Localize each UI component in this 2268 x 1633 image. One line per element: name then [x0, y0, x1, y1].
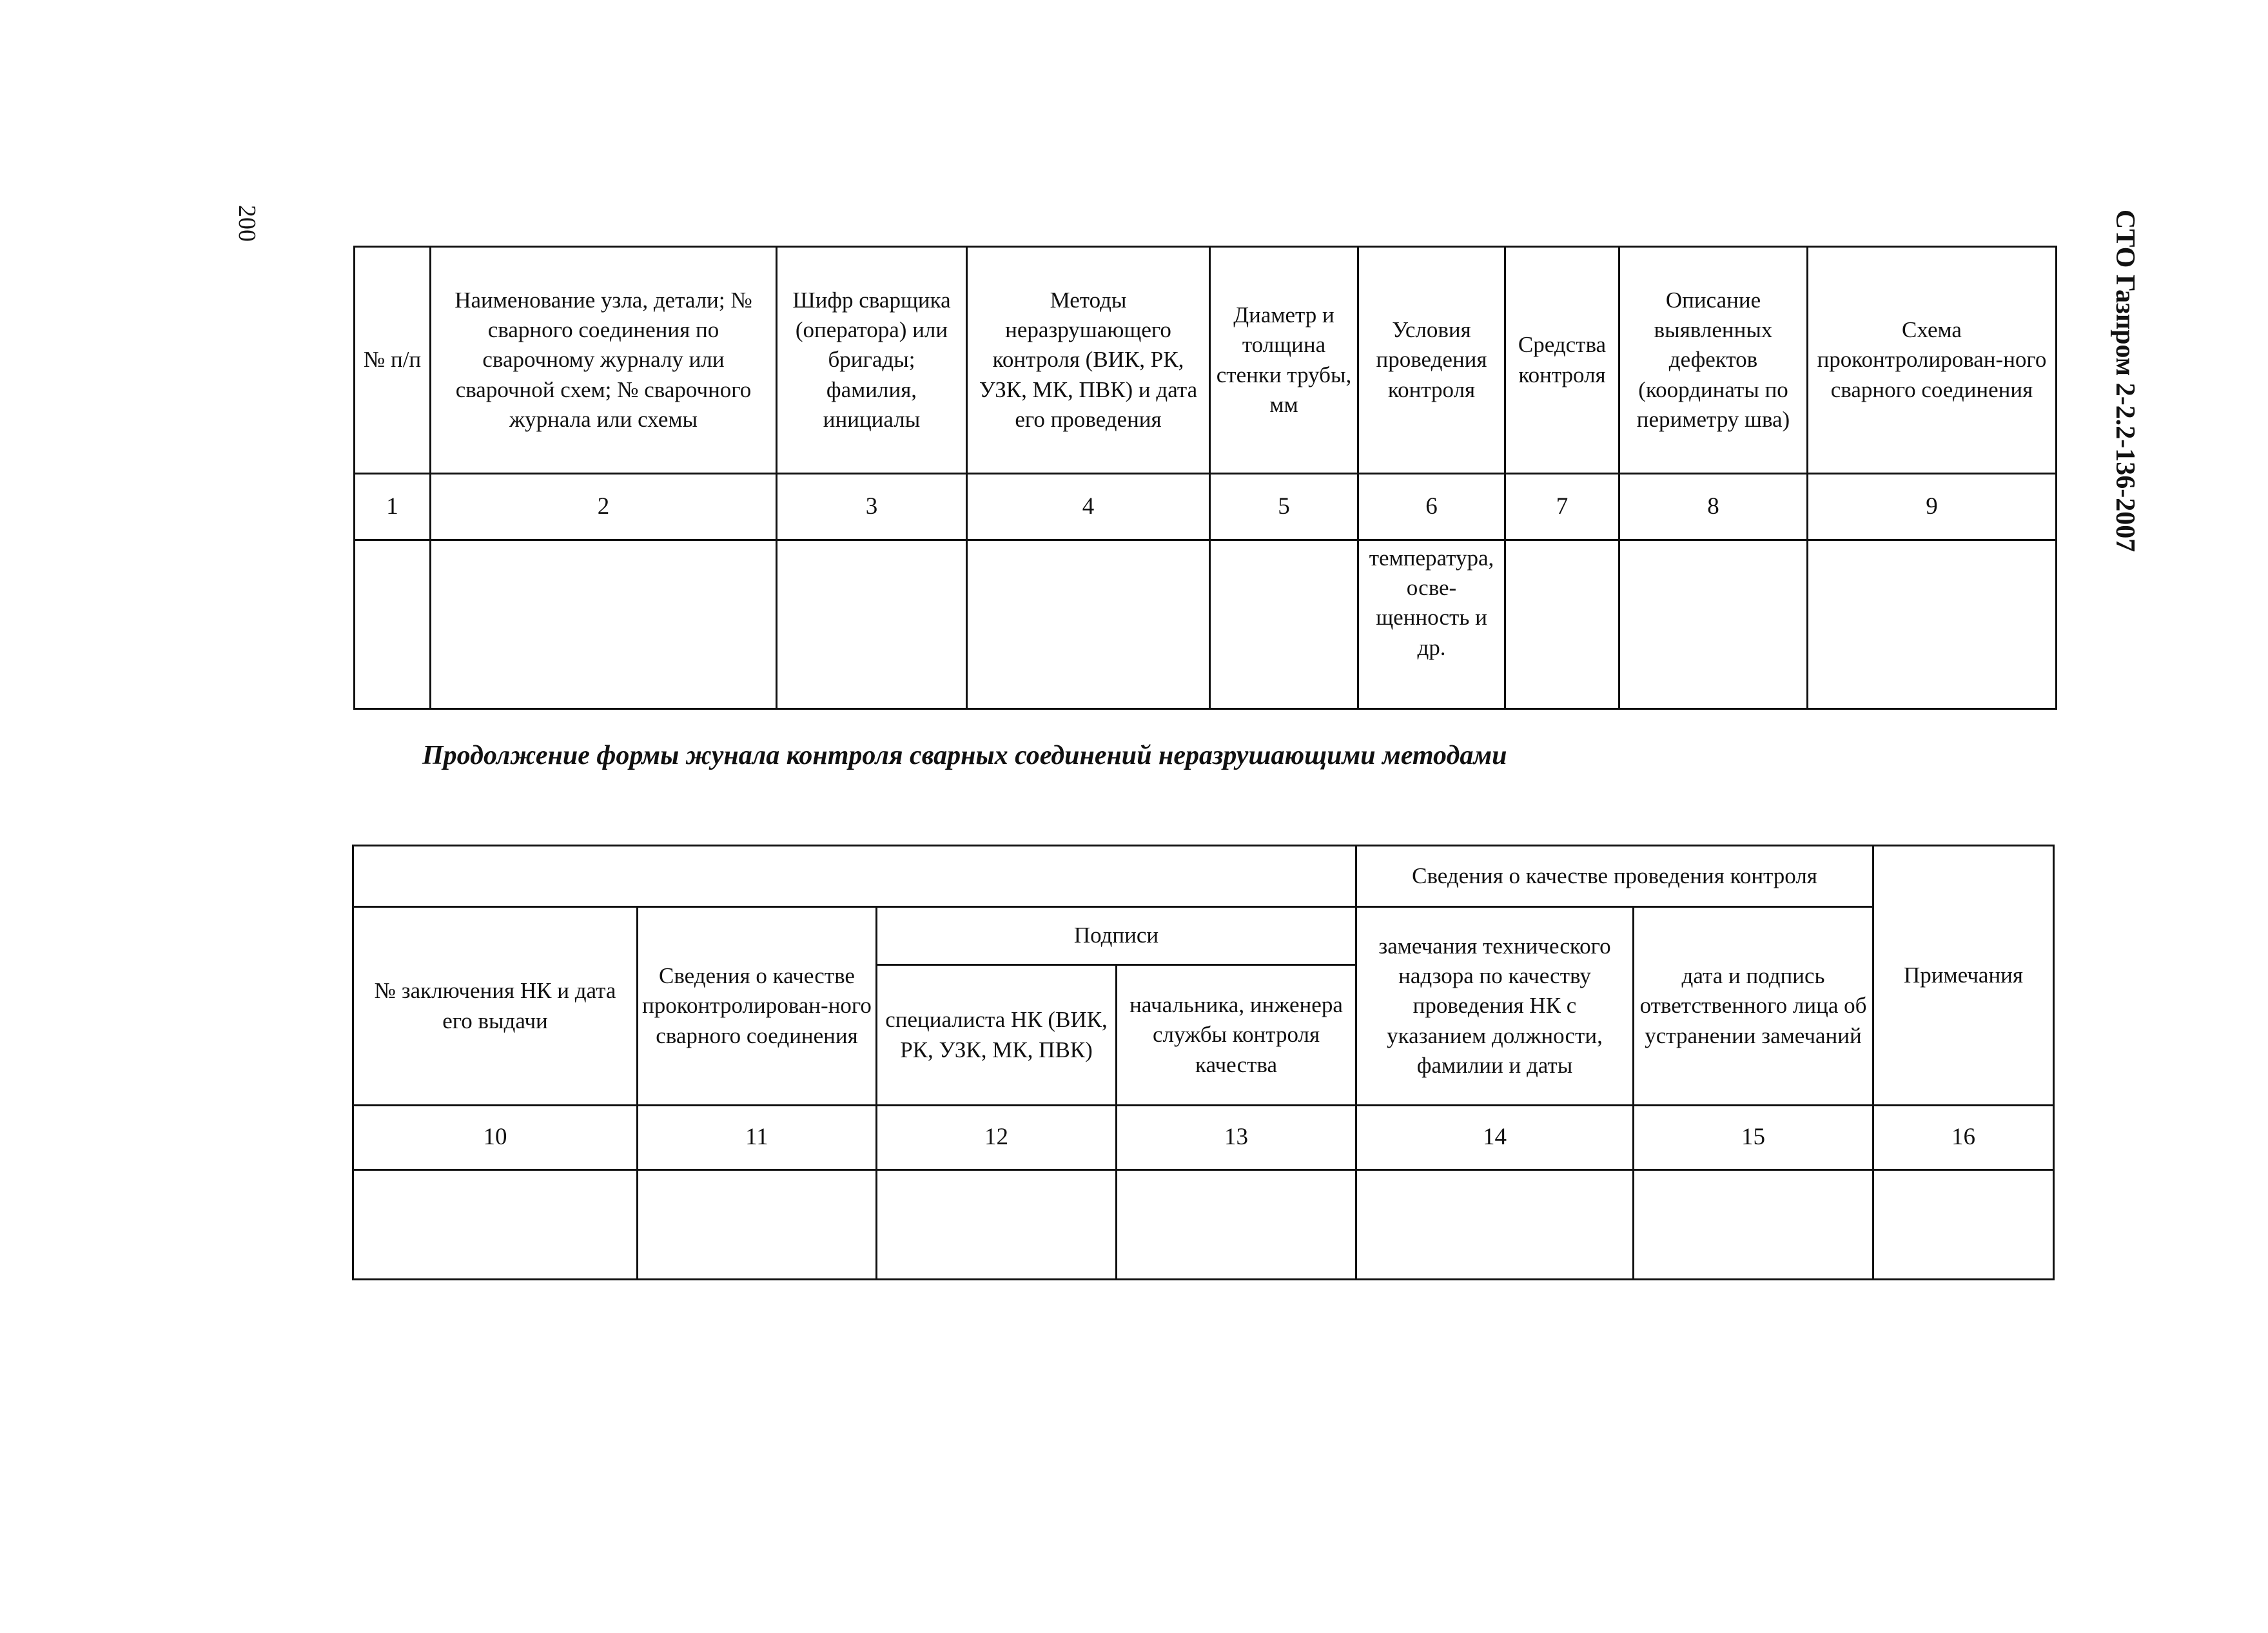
empty-cell	[638, 1170, 877, 1280]
empty-cell	[1619, 540, 1808, 709]
column-number-row	[355, 474, 2057, 540]
empty-cell	[1505, 540, 1619, 709]
notes-header: Примечания	[1873, 846, 2054, 1106]
header-cell: начальника, инженера службы контроля качества	[1117, 965, 1356, 1106]
header-cell: Средства контроля	[1505, 247, 1619, 474]
empty-cell	[967, 540, 1210, 709]
form-continuation-caption: Продолжение формы жунала контроля сварных соединений неразрушающими методами	[422, 741, 1507, 770]
empty-cell	[1808, 540, 2057, 709]
column-number: 10	[353, 1106, 638, 1170]
quality-group-header: Сведения о качестве проведения контроля	[1356, 846, 1873, 907]
column-number: 8	[1619, 474, 1808, 540]
header-cell: специалиста НК (ВИК, РК, УЗК, МК, ПВК)	[877, 965, 1117, 1106]
empty-cell	[1356, 1170, 1634, 1280]
empty-cell	[1873, 1170, 2054, 1280]
header-cell: № заключения НК и дата его выдачи	[353, 907, 638, 1106]
column-number: 5	[1210, 474, 1358, 540]
conditions-note: температура, осве-щенность и др.	[1358, 540, 1505, 709]
empty-cell	[777, 540, 967, 709]
column-number: 15	[1634, 1106, 1873, 1170]
document-code: СТО Газпром 2-2.2-136-2007	[2110, 210, 2140, 552]
page-number: 200	[233, 205, 260, 242]
header-cell: Наименование узла, детали; № сварного соединения по сварочному журналу или сварочной схем; № сварочного журнала или схемы	[431, 247, 777, 474]
column-number: 1	[355, 474, 431, 540]
column-number: 6	[1358, 474, 1505, 540]
empty-cell	[1117, 1170, 1356, 1280]
column-number: 7	[1505, 474, 1619, 540]
header-cell: Методы неразрушающего контроля (ВИК, РК, УЗК, МК, ПВК) и дата его проведения	[967, 247, 1210, 474]
column-number: 12	[877, 1106, 1117, 1170]
header-cell: дата и подпись ответственного лица об устранении замечаний	[1634, 907, 1873, 1106]
header-cell: Схема проконтролирован-ного сварного соединения	[1808, 247, 2057, 474]
empty-cell	[353, 1170, 638, 1280]
header-cell: Описание выявленных дефектов (координаты по периметру шва)	[1619, 247, 1808, 474]
empty-cell	[355, 540, 431, 709]
empty-cell	[431, 540, 777, 709]
column-number: 11	[638, 1106, 877, 1170]
column-number: 2	[431, 474, 777, 540]
signatures-header: Подписи	[877, 907, 1356, 965]
column-number: 9	[1808, 474, 2057, 540]
column-number: 13	[1117, 1106, 1356, 1170]
column-number: 14	[1356, 1106, 1634, 1170]
group-header-row	[353, 846, 2054, 907]
header-row	[353, 907, 2054, 965]
column-number: 3	[777, 474, 967, 540]
journal-form-table	[353, 246, 2057, 710]
header-row	[355, 247, 2057, 474]
empty-cell	[1210, 540, 1358, 709]
data-row	[355, 540, 2057, 709]
header-cell: Условия проведения контроля	[1358, 247, 1505, 474]
header-cell: Сведения о качестве проконтролирован-ного сварного соединения	[638, 907, 877, 1106]
column-number: 4	[967, 474, 1210, 540]
empty-header-cell	[353, 846, 1356, 907]
header-cell: замечания технического надзора по качеству проведения НК с указанием должности, фамилии и даты	[1356, 907, 1634, 1106]
column-number-row	[353, 1106, 2054, 1170]
header-cell: Диаметр и толщина стенки трубы, мм	[1210, 247, 1358, 474]
journal-form-continuation-table	[352, 845, 2055, 1280]
header-cell: № п/п	[355, 247, 431, 474]
header-cell: Шифр сварщика (оператора) или бригады; фамилия, инициалы	[777, 247, 967, 474]
empty-cell	[1634, 1170, 1873, 1280]
column-number: 16	[1873, 1106, 2054, 1170]
data-row	[353, 1170, 2054, 1280]
empty-cell	[877, 1170, 1117, 1280]
